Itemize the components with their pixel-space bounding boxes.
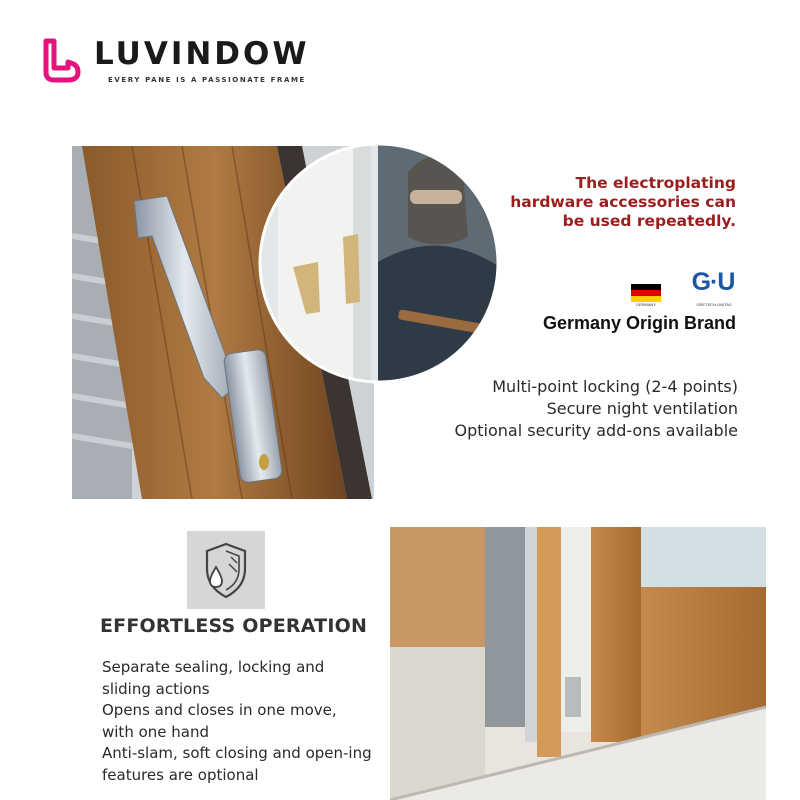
brand-tagline: EVERY PANE IS A PASSIONATE FRAME	[108, 76, 306, 84]
list-item: Separate sealing, locking and sliding actions	[102, 658, 325, 698]
gu-partner-subtitle: GRETSCH-UNITAS	[696, 302, 732, 307]
luvindow-logo-icon	[38, 38, 82, 84]
list-item: Secure night ventilation	[546, 399, 738, 418]
list-item: Opens and closes in one move, with one hand	[102, 701, 337, 741]
origin-brand-label: Germany Origin Brand	[542, 313, 736, 333]
section-title: EFFORTLESS OPERATION	[100, 615, 368, 637]
burglar-inset-photo	[258, 142, 500, 384]
sliding-door-photo	[390, 527, 766, 800]
list-item: Anti-slam, soft closing and open-ing features are optional	[102, 744, 372, 784]
hardware-heading: The electroplating hardware accessories can be used repeatedly.	[510, 174, 736, 230]
list-item: Multi-point locking (2-4 points)	[492, 377, 738, 396]
list-item: Optional security add-ons available	[454, 421, 738, 440]
brand-name: LUVINDOW	[94, 36, 310, 72]
operation-features-list	[102, 657, 372, 786]
flag-label: GERMANY	[635, 302, 657, 307]
gu-partner-logo: G·U	[691, 268, 735, 296]
germany-flag-icon	[631, 284, 661, 302]
shield-drop-icon	[187, 531, 265, 609]
security-features-list	[378, 376, 738, 442]
